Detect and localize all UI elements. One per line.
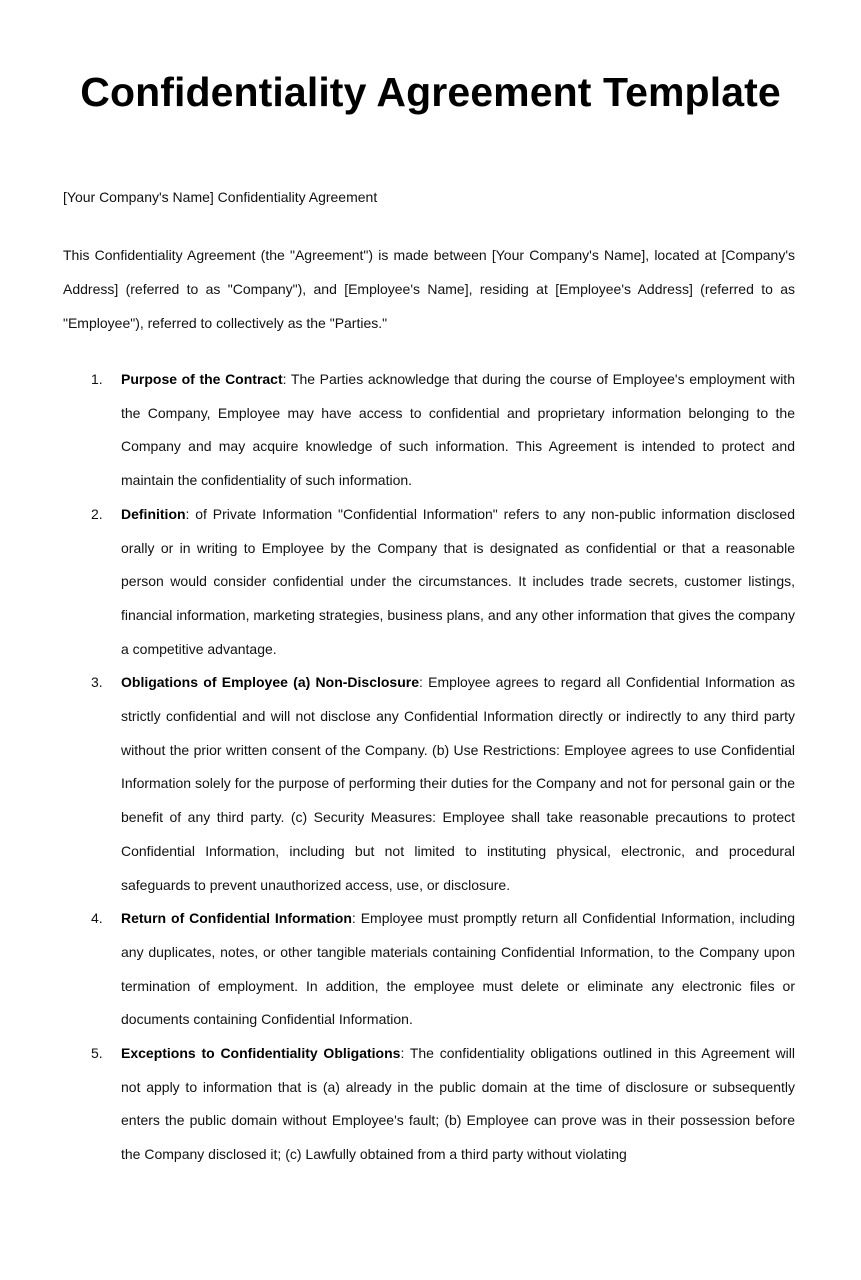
intro-paragraph: This Confidentiality Agreement (the "Agreement") is made between [Your Company's Name], located at [Company's Address] (referred to as "Company"), and [Employee's Name], residing at [Employee's Address] (referred to as "Employee"), referred to collectively as the "Parties." — [63, 247, 795, 331]
clause-list — [63, 363, 795, 1172]
clause-exceptions — [63, 1037, 795, 1172]
clause-return — [63, 902, 795, 1037]
clause-number: 3. — [91, 674, 103, 691]
clause-obligations — [63, 666, 795, 902]
clause-definition — [63, 498, 795, 667]
clause-heading: Exceptions to Confidentiality Obligations — [121, 1045, 401, 1062]
clause-number: 2. — [91, 505, 103, 522]
clause-heading: Definition — [121, 505, 186, 522]
agreement-subtitle: [Your Company's Name] Confidentiality Agreement — [63, 189, 378, 205]
clause-body: : The confidentiality obligations outlined in this Agreement will not apply to information that is (a) already in the public domain at the time of disclosure or subsequently enters the public domain without Employee's fault; (b) Employee can prove was in their possession before the Company disclosed it; (c) Lawfully obtained from a third party without violating — [121, 1045, 795, 1163]
clause-body: : The Parties acknowledge that during the course of Employee's employment with the Company, Employee may have access to confidential and proprietary information belonging to the Company and may acquire knowledge of such information. This Agreement is intended to protect and maintain the confidentiality of such information. — [121, 371, 795, 489]
document-title: Confidentiality Agreement Template — [80, 69, 781, 115]
clause-number: 5. — [91, 1045, 103, 1062]
clause-purpose — [63, 363, 795, 498]
clause-heading: Return of Confidential Information — [121, 910, 352, 927]
clause-body: : Employee must promptly return all Confidential Information, including any duplicates, notes, or other tangible materials containing Confidential Information, to the Company upon termination of employment. In addition, the employee must delete or eliminate any electronic files or documents containing Confidential Information. — [121, 910, 796, 1028]
clause-heading: Obligations of Employee (a) Non-Disclosure — [121, 674, 419, 691]
clause-body: : of Private Information "Confidential Information" refers to any non-public information disclosed orally or in writing to Employee by the Company that is designated as confidential or that a reasonable person would consider confidential under the circumstances. It includes trade secrets, customer listings, financial information, marketing strategies, business plans, and any other information that gives the company a competitive advantage. — [121, 505, 795, 657]
clause-heading: Purpose of the Contract — [121, 371, 283, 387]
clause-number: 1. — [91, 371, 103, 387]
clause-body: : Employee agrees to regard all Confidential Information as strictly confidential and will not disclose any Confidential Information directly or indirectly to any third party without the prior written consent of the Company. (b) Use Restrictions: Employee agrees to use Confidential Information solely for the purpose of performing their duties for the Company and not for personal gain or the benefit of any third party. (c) Security Measures: Employee shall take reasonable precautions to protect Confidential Information, including but not limited to instituting physical, electronic, and procedural safeguards to prevent unauthorized access, use, or disclosure. — [121, 674, 795, 893]
clause-number: 4. — [91, 910, 103, 927]
